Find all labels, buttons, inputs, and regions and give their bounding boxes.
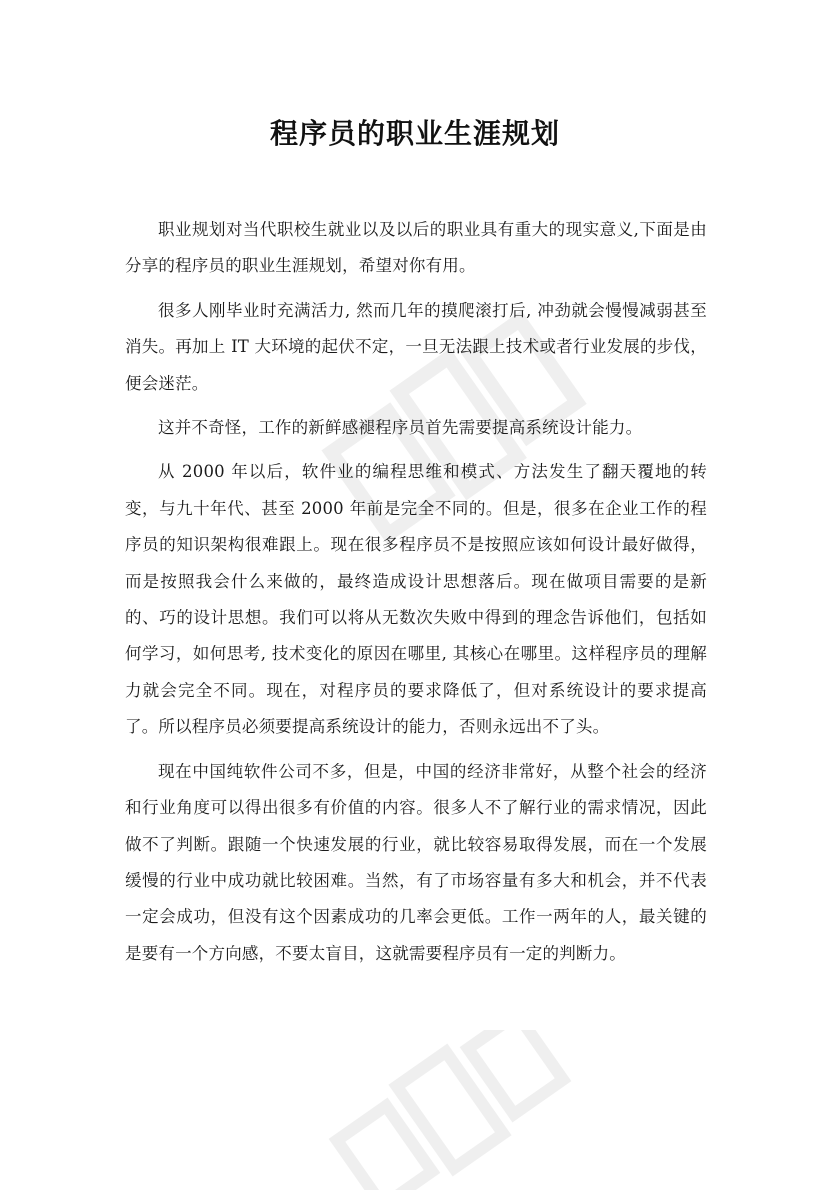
paragraph: 职业规划对当代职校生就业以及以后的职业具有重大的现实意义,下面是由分享的程序员的职业生涯规划，希望对你有用。 <box>125 220 707 276</box>
article-body <box>125 212 707 980</box>
paragraph: 这并不奇怪，工作的新鲜感褪程序员首先需要提高系统设计能力。 <box>158 418 643 438</box>
page-title: 程序员的职业生涯规划 <box>269 117 560 150</box>
paragraph: 很多人刚毕业时充满活力, 然而几年的摸爬滚打后, 冲劲就会慢慢减弱甚至消失。再加上 IT 大环境的起伏不定，一旦无法跟上技术或者行业发展的步伐，便会迷茫。 <box>125 300 707 393</box>
paragraph: 从 2000 年以后，软件业的编程思维和模式、方法发生了翻天覆地的转变，与九十年代、甚至 2000 年前是完全不同的。但是，很多在企业工作的程序员的知识架构很难跟上。现在很多程序员不是按照应该如何设计最好做得，而是按照我会什么来做的，最终造成设计思想落后。现在做项目需要的是新的、巧的设计思想。我们可以将从无数次失败中得到的理念告诉他们，包括如何学习，如何思考, 技术变化的原因在哪里, 其核心在哪里。这样程序员的理解力就会完全不同。现在，对程序员的要求降低了，但对系统设计的要求提高了。所以程序员必须要提高系统设计的能力，否则永远出不了头。 <box>125 462 707 737</box>
watermark-graphic-bottom <box>320 1030 580 1190</box>
paragraph: 现在中国纯软件公司不多，但是，中国的经济非常好，从整个社会的经济和行业角度可以得出很多有价值的内容。很多人不了解行业的需求情况，因此做不了判断。跟随一个快速发展的行业，就比较容易取得发展，而在一个发展缓慢的行业中成功就比较困难。当然，有了市场容量有多大和机会，并不代表一定会成功，但没有这个因素成功的几率会更低。工作一两年的人，最关键的是要有一个方向感，不要太盲目，这就需要程序员有一定的判断力。 <box>125 761 707 963</box>
